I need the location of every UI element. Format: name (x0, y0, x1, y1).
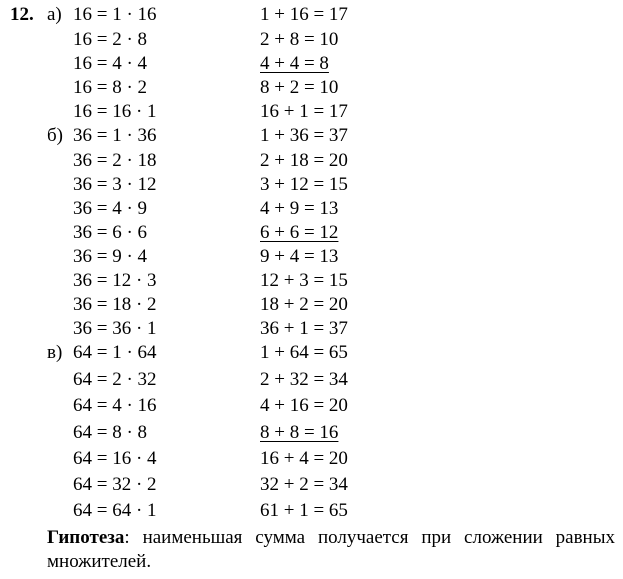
product-equation: 36 = 9 · 4 (73, 246, 148, 267)
product-equation: 36 = 1 · 36 (73, 125, 157, 146)
product-equation: 64 = 2 · 32 (73, 369, 157, 390)
sum-equation: 36 + 1 = 37 (260, 318, 348, 339)
table-row (0, 100, 623, 124)
sum-equation: 1 + 16 = 17 (260, 4, 348, 25)
sum-equation: 3 + 12 = 15 (260, 174, 348, 195)
product-equation: 16 = 2 · 8 (73, 29, 148, 50)
sum-equation: 61 + 1 = 65 (260, 500, 348, 521)
sum-equation: 8 + 2 = 10 (260, 77, 339, 98)
table-row (0, 173, 623, 197)
product-equation: 64 = 1 · 64 (73, 342, 157, 363)
hypothesis-title: Гипотеза (47, 527, 125, 548)
product-equation: 16 = 1 · 16 (73, 4, 157, 25)
table-row (0, 499, 623, 523)
minimal-sum-equation: 4 + 4 = 8 (260, 53, 329, 74)
table-row (0, 124, 623, 148)
table-row (0, 341, 623, 365)
product-equation: 36 = 36 · 1 (73, 318, 157, 339)
sum-equation: 2 + 32 = 34 (260, 369, 348, 390)
sum-equation: 16 + 4 = 20 (260, 448, 348, 469)
sum-equation: 16 + 1 = 17 (260, 101, 348, 122)
product-equation: 36 = 6 · 6 (73, 222, 148, 243)
table-row (0, 447, 623, 471)
table-row (0, 394, 623, 418)
table-row (0, 293, 623, 317)
product-equation: 36 = 3 · 12 (73, 174, 157, 195)
table-row (0, 269, 623, 293)
product-equation: 36 = 12 · 3 (73, 270, 157, 291)
product-equation: 16 = 16 · 1 (73, 101, 157, 122)
minimal-sum-equation: 6 + 6 = 12 (260, 222, 339, 243)
product-equation: 36 = 18 · 2 (73, 294, 157, 315)
table-row (0, 149, 623, 173)
product-equation: 64 = 4 · 16 (73, 395, 157, 416)
table-row (0, 3, 623, 27)
section-label: в) (47, 342, 63, 363)
section-label: б) (47, 125, 63, 146)
table-row (0, 197, 623, 221)
sum-equation: 12 + 3 = 15 (260, 270, 348, 291)
table-row (0, 28, 623, 52)
product-equation: 64 = 8 · 8 (73, 422, 148, 443)
table-row (0, 52, 623, 76)
sum-equation: 18 + 2 = 20 (260, 294, 348, 315)
sum-equation: 2 + 18 = 20 (260, 150, 348, 171)
table-row (0, 245, 623, 269)
table-row (0, 368, 623, 392)
sum-equation: 4 + 9 = 13 (260, 198, 339, 219)
product-equation: 16 = 4 · 4 (73, 53, 148, 74)
table-row (0, 473, 623, 497)
sum-equation: 9 + 4 = 13 (260, 246, 339, 267)
hypothesis-text: : наименьшая сумма получается при сложении равных множителей. (47, 527, 615, 572)
product-equation: 64 = 64 · 1 (73, 500, 157, 521)
product-equation: 64 = 32 · 2 (73, 474, 157, 495)
sum-equation: 2 + 8 = 10 (260, 29, 339, 50)
sum-equation: 1 + 64 = 65 (260, 342, 348, 363)
table-row (0, 317, 623, 341)
section-label: а) (47, 4, 62, 25)
product-equation: 36 = 2 · 18 (73, 150, 157, 171)
sum-equation: 4 + 16 = 20 (260, 395, 348, 416)
problem-number: 12. (10, 4, 34, 25)
minimal-sum-equation: 8 + 8 = 16 (260, 422, 339, 443)
product-equation: 16 = 8 · 2 (73, 77, 148, 98)
product-equation: 36 = 4 · 9 (73, 198, 148, 219)
table-row (0, 221, 623, 245)
hypothesis-paragraph (47, 526, 615, 574)
sum-equation: 1 + 36 = 37 (260, 125, 348, 146)
table-row (0, 76, 623, 100)
product-equation: 64 = 16 · 4 (73, 448, 157, 469)
table-row (0, 421, 623, 445)
sum-equation: 32 + 2 = 34 (260, 474, 348, 495)
